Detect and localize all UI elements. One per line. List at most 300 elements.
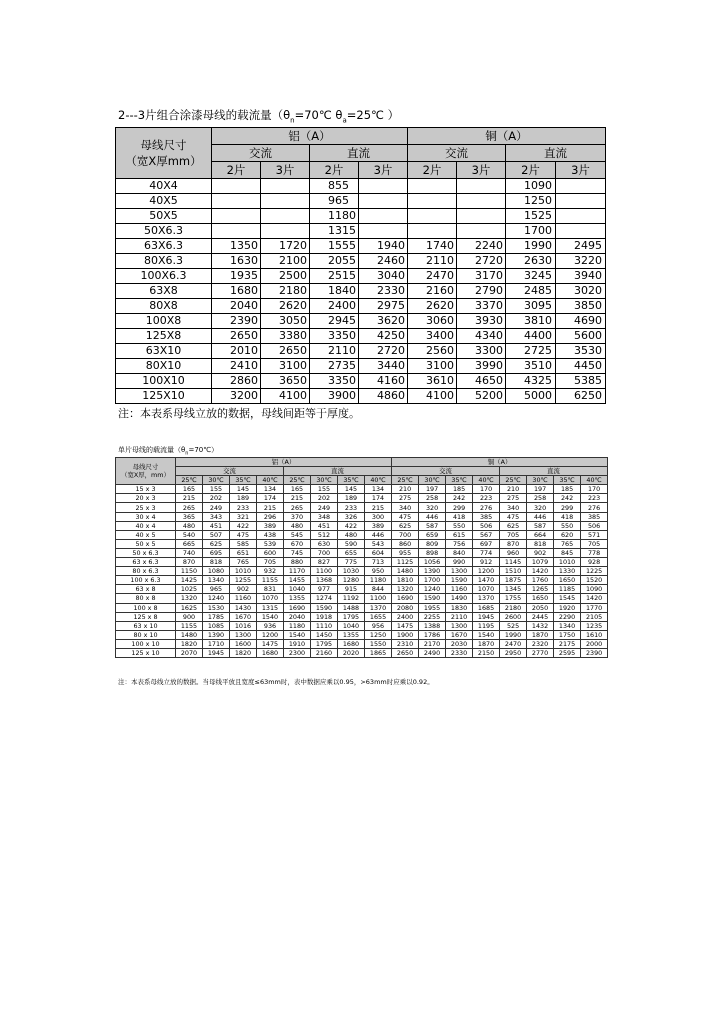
size-cell: 30 x 4 <box>116 512 176 521</box>
value-cell: 3380 <box>261 329 310 344</box>
value-cell: 389 <box>257 521 284 530</box>
value-cell: 1110 <box>311 621 338 630</box>
al-ac-header: 交流 <box>176 467 284 476</box>
value-cell: 1300 <box>446 621 473 630</box>
value-cell: 134 <box>257 485 284 494</box>
value-cell: 1040 <box>284 585 311 594</box>
value-cell: 4160 <box>359 374 408 389</box>
value-cell: 2720 <box>457 254 506 269</box>
value-cell: 845 <box>554 548 581 557</box>
value-cell: 2975 <box>359 299 408 314</box>
value-cell: 1040 <box>338 621 365 630</box>
value-cell: 955 <box>392 548 419 557</box>
multi-bar-ampacity-table <box>115 127 606 404</box>
value-cell: 1755 <box>500 594 527 603</box>
value-cell: 1195 <box>473 621 500 630</box>
size-cell: 63X6.3 <box>116 239 212 254</box>
value-cell: 1235 <box>581 621 608 630</box>
value-cell: 902 <box>230 585 257 594</box>
table-row <box>116 224 606 239</box>
value-cell: 446 <box>365 530 392 539</box>
value-cell: 3850 <box>556 299 606 314</box>
value-cell: 620 <box>554 530 581 539</box>
value-cell: 932 <box>257 567 284 576</box>
value-cell: 1300 <box>446 567 473 576</box>
value-cell: 4400 <box>506 329 556 344</box>
value-cell: 2160 <box>311 648 338 657</box>
value-cell: 2390 <box>581 648 608 657</box>
value-cell: 740 <box>176 548 203 557</box>
temperature-header: 25℃ <box>284 476 311 485</box>
value-cell: 831 <box>257 585 284 594</box>
value-cell: 1770 <box>581 603 608 612</box>
value-cell: 1740 <box>408 239 457 254</box>
value-cell: 6250 <box>556 389 606 404</box>
size-cell: 100 x 8 <box>116 603 176 612</box>
size-cell: 100 x 6.3 <box>116 576 176 585</box>
table-row <box>116 521 608 530</box>
value-cell: 2330 <box>446 648 473 657</box>
table1-title: 2---3片组合涂漆母线的载流量（$\theta_n=70℃$ $\theta_a=25℃$ ） <box>118 108 400 125</box>
cu-dc-header: 直流 <box>506 145 606 162</box>
value-cell: 1540 <box>284 630 311 639</box>
value-cell: 1200 <box>473 567 500 576</box>
value-cell: 2650 <box>392 648 419 657</box>
table-row <box>116 621 608 630</box>
value-cell: 990 <box>446 558 473 567</box>
value-cell: 2600 <box>500 612 527 621</box>
value-cell: 2770 <box>527 648 554 657</box>
table-row <box>116 548 608 557</box>
value-cell: 249 <box>311 503 338 512</box>
value-cell: 2620 <box>408 299 457 314</box>
bars-2-header: 2片 <box>408 162 457 179</box>
value-cell: 2410 <box>212 359 261 374</box>
value-cell: 705 <box>500 530 527 539</box>
value-cell: 2950 <box>500 648 527 657</box>
value-cell: 3170 <box>457 269 506 284</box>
value-cell: 1655 <box>365 612 392 621</box>
value-cell: 223 <box>473 494 500 503</box>
table-row <box>116 594 608 603</box>
value-cell: 4325 <box>506 374 556 389</box>
table-row <box>116 612 608 621</box>
value-cell: 545 <box>284 530 311 539</box>
value-cell: 2110 <box>310 344 359 359</box>
value-cell <box>556 224 606 239</box>
value-cell: 385 <box>473 512 500 521</box>
value-cell: 625 <box>392 521 419 530</box>
value-cell: 3350 <box>310 374 359 389</box>
temperature-header: 30℃ <box>203 476 230 485</box>
size-cell: 100X8 <box>116 314 212 329</box>
value-cell: 1180 <box>365 576 392 585</box>
value-cell: 756 <box>446 539 473 548</box>
table-row <box>116 512 608 521</box>
temperature-header: 35℃ <box>446 476 473 485</box>
temperature-header: 40℃ <box>473 476 500 485</box>
value-cell: 507 <box>203 530 230 539</box>
value-cell <box>556 179 606 194</box>
bars-3-header: 3片 <box>359 162 408 179</box>
value-cell: 1625 <box>176 603 203 612</box>
value-cell: 2620 <box>261 299 310 314</box>
value-cell: 1025 <box>176 585 203 594</box>
value-cell <box>261 209 310 224</box>
value-cell: 1540 <box>257 612 284 621</box>
bars-2-header: 2片 <box>506 162 556 179</box>
value-cell: 3900 <box>310 389 359 404</box>
value-cell: 827 <box>311 558 338 567</box>
value-cell: 210 <box>500 485 527 494</box>
value-cell: 774 <box>473 548 500 557</box>
value-cell: 1274 <box>311 594 338 603</box>
value-cell: 5385 <box>556 374 606 389</box>
table-row <box>116 585 608 594</box>
value-cell: 422 <box>338 521 365 530</box>
value-cell: 1180 <box>310 209 359 224</box>
value-cell: 320 <box>419 503 446 512</box>
value-cell: 2050 <box>527 603 554 612</box>
value-cell: 1670 <box>230 612 257 621</box>
value-cell: 1010 <box>554 558 581 567</box>
size-cell: 63X8 <box>116 284 212 299</box>
value-cell: 695 <box>203 548 230 557</box>
size-cell: 80X10 <box>116 359 212 374</box>
value-cell: 233 <box>230 503 257 512</box>
table2-title: 单片母线的载流量$(\theta_n=70℃)$ <box>118 446 219 457</box>
value-cell: 2310 <box>392 639 419 648</box>
value-cell: 1090 <box>581 585 608 594</box>
value-cell: 1200 <box>257 630 284 639</box>
value-cell: 1150 <box>176 567 203 576</box>
value-cell: 3940 <box>556 269 606 284</box>
value-cell: 898 <box>419 548 446 557</box>
value-cell: 2010 <box>212 344 261 359</box>
temperature-header: 40℃ <box>581 476 608 485</box>
size-cell: 100X6.3 <box>116 269 212 284</box>
value-cell: 233 <box>338 503 365 512</box>
table-row <box>116 344 606 359</box>
value-cell: 3100 <box>261 359 310 374</box>
value-cell: 506 <box>581 521 608 530</box>
value-cell: 2180 <box>500 603 527 612</box>
value-cell: 2595 <box>554 648 581 657</box>
value-cell: 1100 <box>311 567 338 576</box>
temperature-header: 25℃ <box>176 476 203 485</box>
value-cell: 3050 <box>261 314 310 329</box>
table-row <box>116 299 606 314</box>
value-cell: 5200 <box>457 389 506 404</box>
value-cell: 600 <box>257 548 284 557</box>
temperature-header: 35℃ <box>338 476 365 485</box>
value-cell: 155 <box>311 485 338 494</box>
value-cell: 326 <box>338 512 365 521</box>
value-cell: 1690 <box>284 603 311 612</box>
value-cell: 3100 <box>408 359 457 374</box>
value-cell: 2105 <box>581 612 608 621</box>
value-cell: 340 <box>500 503 527 512</box>
value-cell: 202 <box>203 494 230 503</box>
value-cell: 1935 <box>212 269 261 284</box>
value-cell: 1690 <box>392 594 419 603</box>
value-cell: 1990 <box>500 630 527 639</box>
value-cell: 3990 <box>457 359 506 374</box>
value-cell: 2080 <box>392 603 419 612</box>
value-cell: 1530 <box>203 603 230 612</box>
value-cell: 655 <box>338 548 365 557</box>
value-cell: 185 <box>446 485 473 494</box>
value-cell: 860 <box>392 539 419 548</box>
value-cell: 134 <box>365 485 392 494</box>
value-cell: 275 <box>392 494 419 503</box>
bars-2-header: 2片 <box>212 162 261 179</box>
value-cell: 960 <box>500 548 527 557</box>
size-cell: 20 x 3 <box>116 494 176 503</box>
value-cell: 1240 <box>419 585 446 594</box>
value-cell: 1820 <box>176 639 203 648</box>
value-cell: 965 <box>203 585 230 594</box>
table-row <box>116 567 608 576</box>
value-cell: 3020 <box>556 284 606 299</box>
value-cell: 950 <box>365 567 392 576</box>
value-cell: 1432 <box>527 621 554 630</box>
value-cell: 651 <box>230 548 257 557</box>
value-cell: 1240 <box>203 594 230 603</box>
aluminum-header: 铝（A） <box>212 128 408 145</box>
value-cell: 242 <box>554 494 581 503</box>
table-row <box>116 194 606 209</box>
table-row <box>116 284 606 299</box>
value-cell: 1488 <box>338 603 365 612</box>
size-cell: 25 x 3 <box>116 503 176 512</box>
table-row <box>116 539 608 548</box>
value-cell: 1710 <box>203 639 230 648</box>
value-cell: 418 <box>554 512 581 521</box>
size-cell: 80 x 10 <box>116 630 176 639</box>
value-cell: 3060 <box>408 314 457 329</box>
value-cell: 1315 <box>310 224 359 239</box>
value-cell: 3095 <box>506 299 556 314</box>
value-cell: 1918 <box>311 612 338 621</box>
value-cell: 1955 <box>419 603 446 612</box>
value-cell: 2170 <box>419 639 446 648</box>
value-cell: 170 <box>581 485 608 494</box>
bars-3-header: 3片 <box>457 162 506 179</box>
value-cell: 2255 <box>419 612 446 621</box>
table-row <box>116 374 606 389</box>
table-row <box>116 503 608 512</box>
size-cell: 63X10 <box>116 344 212 359</box>
value-cell: 1550 <box>365 639 392 648</box>
value-cell: 202 <box>311 494 338 503</box>
value-cell: 900 <box>176 612 203 621</box>
value-cell: 2860 <box>212 374 261 389</box>
value-cell: 765 <box>554 539 581 548</box>
value-cell: 1125 <box>392 558 419 567</box>
table1-note: 注：本表系母线立放的数据，母线间距等于厚度。 <box>118 407 360 420</box>
value-cell <box>408 209 457 224</box>
value-cell: 170 <box>473 485 500 494</box>
value-cell: 174 <box>365 494 392 503</box>
table-row <box>116 179 606 194</box>
value-cell: 700 <box>311 548 338 557</box>
value-cell <box>261 179 310 194</box>
value-cell: 1685 <box>473 603 500 612</box>
table-row <box>116 389 606 404</box>
value-cell: 543 <box>365 539 392 548</box>
value-cell: 5600 <box>556 329 606 344</box>
value-cell: 438 <box>257 530 284 539</box>
value-cell: 1080 <box>203 567 230 576</box>
value-cell: 1056 <box>419 558 446 567</box>
value-cell: 1320 <box>176 594 203 603</box>
value-cell: 265 <box>176 503 203 512</box>
value-cell: 3370 <box>457 299 506 314</box>
value-cell: 1100 <box>365 594 392 603</box>
value-cell: 705 <box>581 539 608 548</box>
value-cell: 2470 <box>500 639 527 648</box>
value-cell: 197 <box>419 485 446 494</box>
value-cell: 604 <box>365 548 392 557</box>
value-cell: 340 <box>392 503 419 512</box>
value-cell <box>359 209 408 224</box>
value-cell: 664 <box>527 530 554 539</box>
value-cell: 1180 <box>284 621 311 630</box>
value-cell: 1340 <box>554 621 581 630</box>
value-cell: 223 <box>581 494 608 503</box>
copper-header: 铜（A） <box>392 458 608 467</box>
temperature-header: 40℃ <box>365 476 392 485</box>
value-cell: 1390 <box>419 567 446 576</box>
value-cell: 1255 <box>230 576 257 585</box>
value-cell: 1940 <box>359 239 408 254</box>
value-cell: 1520 <box>581 576 608 585</box>
value-cell: 665 <box>176 539 203 548</box>
temperature-header: 35℃ <box>554 476 581 485</box>
value-cell <box>359 194 408 209</box>
size-header: 母线尺寸 （宽X厚mm） <box>116 128 212 179</box>
value-cell: 670 <box>284 539 311 548</box>
size-cell: 40 x 4 <box>116 521 176 530</box>
value-cell: 2725 <box>506 344 556 359</box>
value-cell: 1700 <box>506 224 556 239</box>
value-cell <box>212 224 261 239</box>
value-cell: 1455 <box>284 576 311 585</box>
value-cell: 155 <box>203 485 230 494</box>
value-cell: 2000 <box>581 639 608 648</box>
size-cell: 15 x 3 <box>116 485 176 494</box>
value-cell: 1420 <box>581 594 608 603</box>
value-cell: 2485 <box>506 284 556 299</box>
value-cell: 540 <box>176 530 203 539</box>
value-cell: 3930 <box>457 314 506 329</box>
value-cell: 275 <box>500 494 527 503</box>
value-cell: 512 <box>311 530 338 539</box>
value-cell: 2400 <box>392 612 419 621</box>
value-cell <box>212 194 261 209</box>
value-cell: 300 <box>365 512 392 521</box>
value-cell: 818 <box>203 558 230 567</box>
cu-dc-header: 直流 <box>500 467 608 476</box>
value-cell: 418 <box>446 512 473 521</box>
value-cell: 3200 <box>212 389 261 404</box>
value-cell: 1070 <box>257 594 284 603</box>
value-cell: 809 <box>419 539 446 548</box>
value-cell: 585 <box>230 539 257 548</box>
value-cell: 1630 <box>212 254 261 269</box>
table-row <box>116 329 606 344</box>
value-cell: 385 <box>581 512 608 521</box>
value-cell <box>212 209 261 224</box>
value-cell: 165 <box>176 485 203 494</box>
value-cell: 539 <box>257 539 284 548</box>
value-cell: 1185 <box>554 585 581 594</box>
value-cell: 2020 <box>338 648 365 657</box>
copper-header: 铜（A） <box>408 128 606 145</box>
value-cell: 1540 <box>473 630 500 639</box>
value-cell: 1355 <box>338 630 365 639</box>
value-cell: 215 <box>284 494 311 503</box>
value-cell: 1390 <box>203 630 230 639</box>
al-dc-header: 直流 <box>310 145 408 162</box>
value-cell: 215 <box>176 494 203 503</box>
size-cell: 100X10 <box>116 374 212 389</box>
value-cell: 1590 <box>311 603 338 612</box>
value-cell <box>261 224 310 239</box>
value-cell: 587 <box>419 521 446 530</box>
table-row <box>116 485 608 494</box>
value-cell: 475 <box>500 512 527 521</box>
value-cell: 1265 <box>527 585 554 594</box>
value-cell: 1470 <box>473 576 500 585</box>
value-cell: 1430 <box>230 603 257 612</box>
value-cell: 2560 <box>408 344 457 359</box>
temperature-header: 25℃ <box>392 476 419 485</box>
size-cell: 125 x 8 <box>116 612 176 621</box>
size-cell: 80 x 6.3 <box>116 567 176 576</box>
value-cell: 321 <box>230 512 257 521</box>
value-cell: 242 <box>446 494 473 503</box>
value-cell: 1795 <box>311 639 338 648</box>
value-cell: 480 <box>338 530 365 539</box>
size-header: 母线尺寸 （宽X厚，mm） <box>116 458 176 485</box>
value-cell: 1650 <box>554 576 581 585</box>
value-cell: 422 <box>230 521 257 530</box>
value-cell: 705 <box>257 558 284 567</box>
value-cell <box>408 194 457 209</box>
value-cell: 2945 <box>310 314 359 329</box>
table-row <box>116 576 608 585</box>
value-cell: 249 <box>203 503 230 512</box>
size-cell: 40X4 <box>116 179 212 194</box>
value-cell: 197 <box>527 485 554 494</box>
value-cell: 818 <box>527 539 554 548</box>
value-cell: 1388 <box>419 621 446 630</box>
value-cell: 1370 <box>473 594 500 603</box>
value-cell: 276 <box>473 503 500 512</box>
temperature-header: 30℃ <box>311 476 338 485</box>
value-cell: 713 <box>365 558 392 567</box>
value-cell: 2330 <box>359 284 408 299</box>
value-cell: 2390 <box>212 314 261 329</box>
value-cell: 1225 <box>581 567 608 576</box>
value-cell: 1480 <box>392 567 419 576</box>
size-cell: 40X5 <box>116 194 212 209</box>
value-cell: 928 <box>581 558 608 567</box>
value-cell: 1840 <box>310 284 359 299</box>
value-cell: 1510 <box>500 567 527 576</box>
